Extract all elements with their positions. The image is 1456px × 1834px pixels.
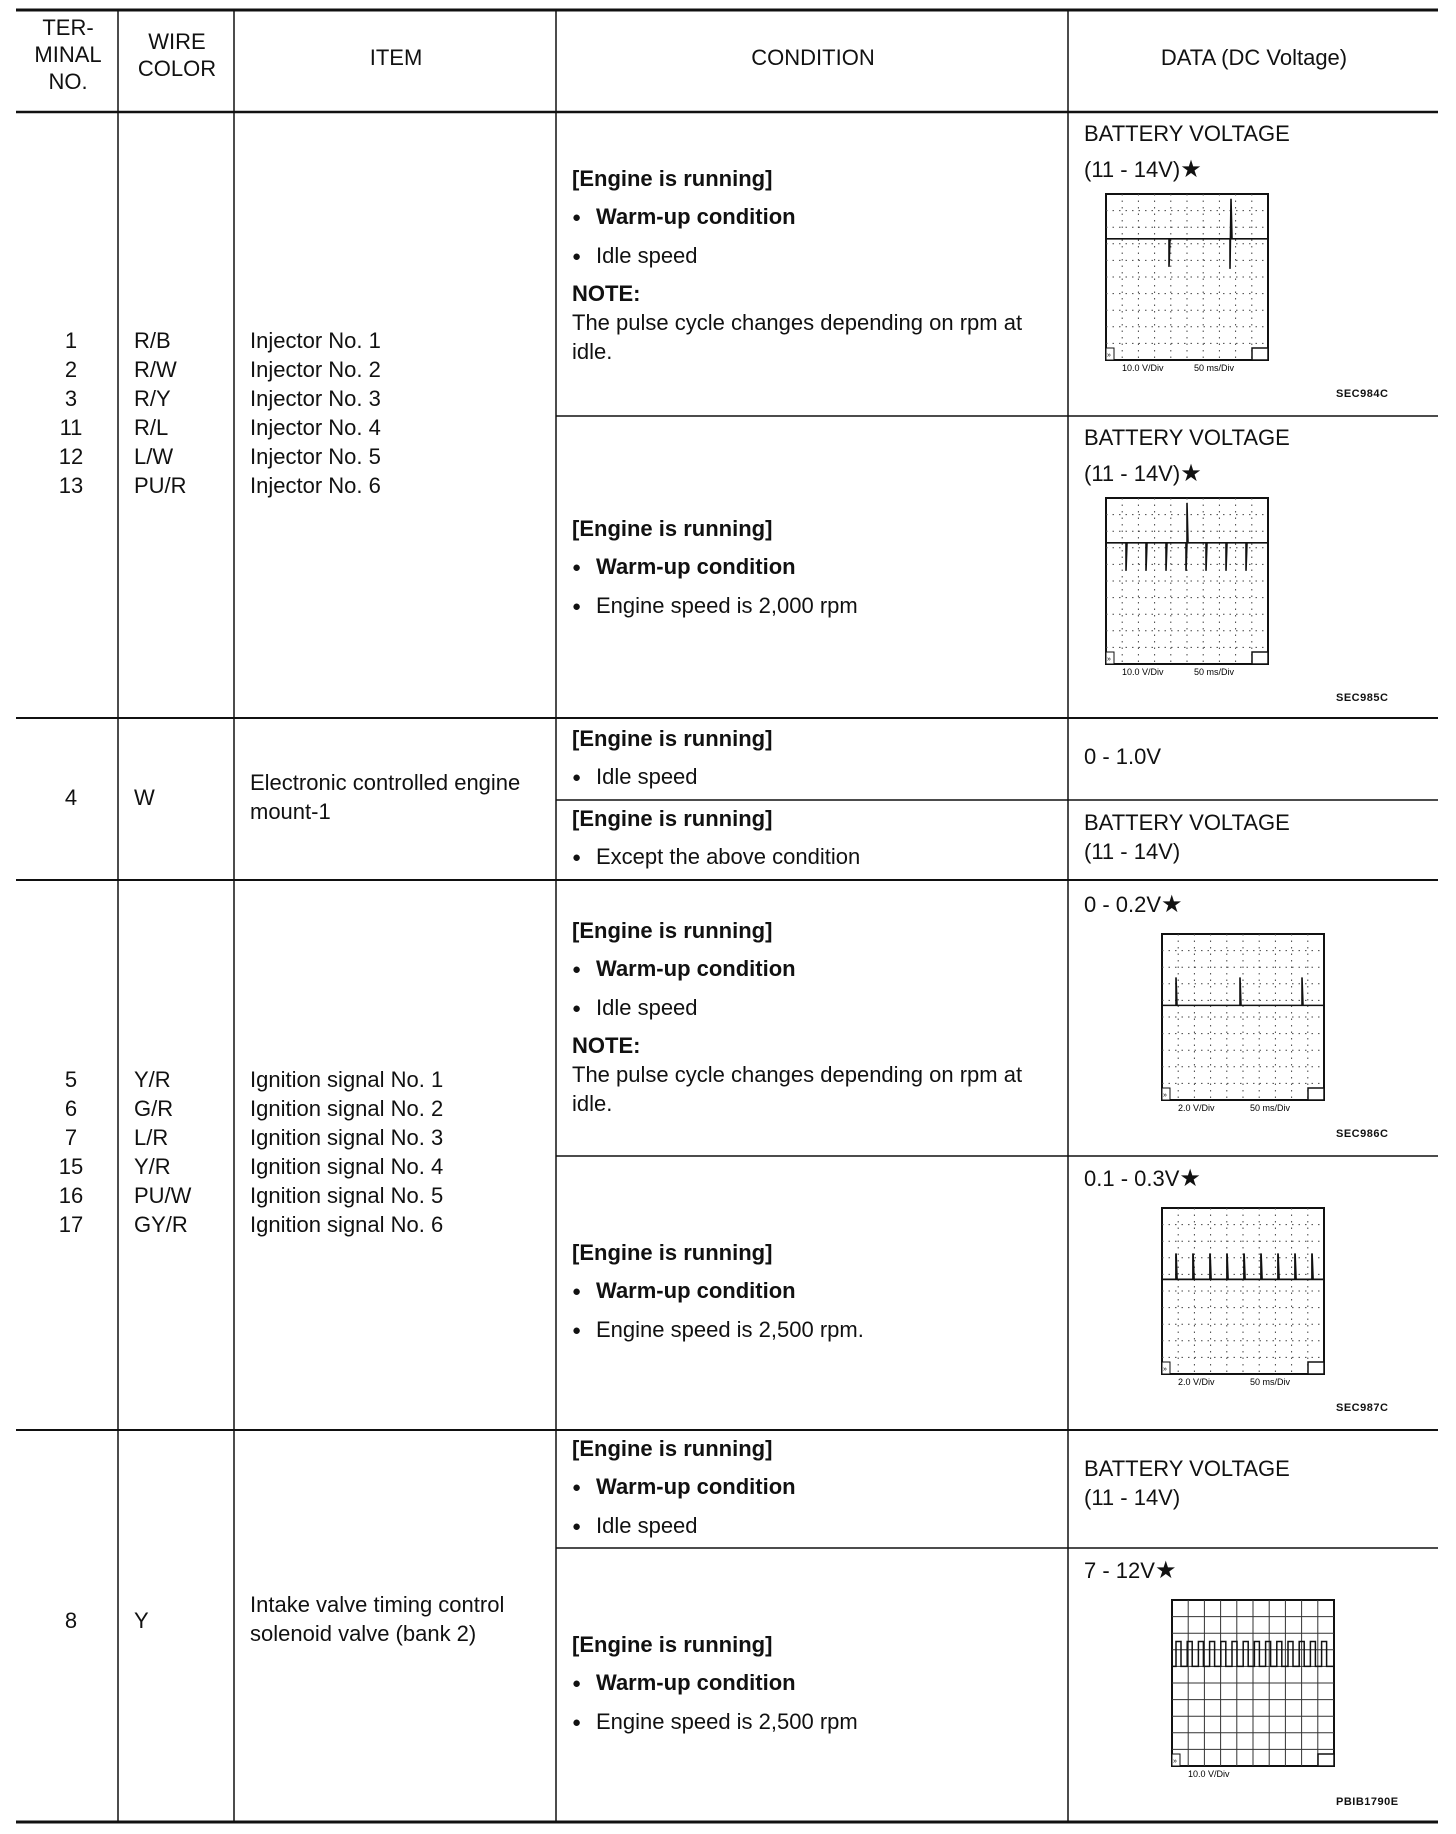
time-label: 50 ms/Div: [1194, 363, 1235, 373]
condition-title: [Engine is running]: [572, 726, 773, 751]
injector-terminals: [18, 326, 124, 500]
mount-data-other: [1084, 808, 1290, 866]
ignition-condition-2500: [572, 1234, 864, 1350]
ivtc-item: [250, 1590, 504, 1648]
scale-label: 2.0 V/Div: [1178, 1103, 1215, 1113]
ignition-data-idle: [1084, 890, 1183, 919]
terminal-number: 16: [58, 1183, 84, 1208]
wire-color: R/W: [134, 357, 177, 382]
ivtc-wire: Y: [134, 1608, 149, 1633]
condition-bullet: ● Idle speed: [572, 1507, 796, 1546]
item-name: Ignition signal No. 1: [250, 1067, 444, 1092]
wire-color: PU/R: [134, 473, 187, 498]
header-item: ITEM: [369, 45, 423, 70]
scale-label: 10.0 V/Div: [1188, 1769, 1230, 1779]
star-icon: ★: [1180, 156, 1202, 183]
item-name: Ignition signal No. 5: [250, 1183, 444, 1208]
terminal-number: 15: [58, 1154, 84, 1179]
item-name: Injector No. 4: [250, 415, 381, 440]
scale-box: [1308, 1362, 1324, 1374]
condition-bullet: ● Idle speed: [572, 758, 772, 797]
wire-color: GY/R: [134, 1212, 188, 1237]
wire-color: R/B: [134, 328, 171, 353]
time-label: 50 ms/Div: [1250, 1377, 1291, 1387]
chevron-icon: »: [1107, 352, 1111, 359]
condition-bullet: ● Warm-up condition: [572, 198, 1022, 237]
chevron-icon: »: [1173, 1758, 1177, 1765]
item-name: Injector No. 2: [250, 357, 381, 382]
ignition-2500-waveform: [1160, 1206, 1326, 1390]
note-label: NOTE:: [572, 1033, 641, 1058]
scale-label: 10.0 V/Div: [1122, 363, 1164, 373]
condition-title: [Engine is running]: [572, 918, 773, 943]
header-terminal-line: MINAL: [34, 42, 102, 67]
data-voltage-label: BATTERY VOLTAGE: [1084, 425, 1290, 450]
note-text: The pulse cycle changes depending on rpm at: [572, 1062, 1023, 1087]
data-voltage-range: 0.1 - 0.3V: [1084, 1166, 1180, 1191]
ignition-items: [250, 1065, 443, 1239]
item-name: Injector No. 6: [250, 473, 381, 498]
condition-bullet: ● Warm-up condition: [572, 1272, 864, 1311]
header-condition: CONDITION: [751, 45, 875, 70]
time-label: 50 ms/Div: [1250, 1103, 1291, 1113]
ignition-idle-waveform: [1160, 932, 1326, 1116]
item-name: Ignition signal No. 2: [250, 1096, 444, 1121]
injector-items: [250, 326, 381, 500]
ignition-data-2500: [1084, 1164, 1201, 1193]
note-text: idle.: [572, 339, 613, 364]
scale-label: 2.0 V/Div: [1178, 1377, 1215, 1387]
condition-bullet: ● Warm-up condition: [572, 548, 858, 587]
time-label: 50 ms/Div: [1194, 667, 1235, 677]
injector-condition-2000: [572, 510, 858, 626]
mount-wire: W: [134, 785, 155, 810]
mount-data-idle: 0 - 1.0V: [1084, 744, 1162, 769]
figure-code: SEC985C: [1336, 692, 1389, 704]
condition-title: [Engine is running]: [572, 1436, 773, 1461]
star-icon: ★: [1180, 460, 1202, 487]
item-name: solenoid valve (bank 2): [250, 1621, 477, 1646]
item-name: Injector No. 3: [250, 386, 381, 411]
scale-label: 10.0 V/Div: [1122, 667, 1164, 677]
condition-bullet: ● Warm-up condition: [572, 1664, 858, 1703]
terminal-number: 7: [64, 1125, 78, 1150]
chevron-icon: »: [1163, 1366, 1167, 1373]
terminal-number: 13: [58, 473, 84, 498]
injector-wires: [134, 326, 187, 500]
terminal-number: 1: [64, 328, 78, 353]
mount-terminal: 4: [64, 785, 78, 810]
terminal-number: 2: [64, 357, 78, 382]
terminal-number: 5: [64, 1067, 78, 1092]
condition-bullet: ● Idle speed: [572, 237, 1022, 276]
signal-trace: [1162, 1253, 1324, 1279]
item-name: Ignition signal No. 4: [250, 1154, 444, 1179]
star-icon: ★: [1161, 891, 1183, 918]
star-icon: ★: [1179, 1165, 1201, 1192]
scale-box: [1252, 348, 1268, 360]
ivtc-data-2500: [1084, 1556, 1176, 1585]
mount-condition-idle: [572, 720, 772, 797]
condition-bullet: ● Except the above condition: [572, 838, 860, 877]
scale-box: [1252, 652, 1268, 664]
ignition-condition-idle: [572, 912, 1022, 1118]
item-name: mount-1: [250, 799, 331, 824]
terminal-number: 3: [64, 386, 78, 411]
wire-color: Y/R: [134, 1154, 171, 1179]
item-name: Electronic controlled engine: [250, 770, 521, 795]
wire-color: PU/W: [134, 1183, 192, 1208]
item-name: Injector No. 5: [250, 444, 381, 469]
ivtc-condition-2500: [572, 1626, 858, 1742]
data-voltage-range: (11 - 14V): [1084, 461, 1181, 486]
header-data: DATA (DC Voltage): [1160, 45, 1348, 70]
figure-code: SEC986C: [1336, 1128, 1389, 1140]
note-text: The pulse cycle changes depending on rpm at: [572, 310, 1023, 335]
mount-condition-other: [572, 800, 860, 877]
chevron-icon: »: [1107, 656, 1111, 663]
injector-data-2000: [1084, 420, 1290, 492]
terminal-number: 12: [58, 444, 84, 469]
wire-color: L/W: [134, 444, 174, 469]
data-voltage-range: 0 - 0.2V: [1084, 892, 1162, 917]
figure-code: PBIB1790E: [1336, 1796, 1399, 1808]
ivtc-condition-idle: [572, 1430, 796, 1546]
ivtc-2500-waveform: [1170, 1598, 1336, 1782]
data-voltage-label: BATTERY VOLTAGE: [1084, 1456, 1290, 1481]
condition-title: [Engine is running]: [572, 516, 773, 541]
scale-box: [1318, 1754, 1334, 1766]
wire-color: Y/R: [134, 1067, 171, 1092]
signal-trace: [1106, 503, 1268, 571]
wire-color: R/L: [134, 415, 169, 440]
note-text: idle.: [572, 1091, 613, 1116]
scale-box: [1308, 1088, 1324, 1100]
header-wire-color: [120, 28, 234, 82]
data-voltage-label: BATTERY VOLTAGE: [1084, 121, 1290, 146]
terminal-number: 11: [59, 415, 83, 440]
condition-title: [Engine is running]: [572, 806, 773, 831]
condition-bullet: ● Warm-up condition: [572, 1468, 796, 1507]
header-terminal-no: [18, 14, 118, 95]
ignition-terminals: [18, 1065, 124, 1239]
ivtc-terminal: 8: [64, 1608, 78, 1633]
header-wire-line: WIRE: [148, 29, 206, 54]
header-terminal-line: TER-: [42, 15, 94, 40]
item-name: Injector No. 1: [250, 328, 381, 353]
wire-color: R/Y: [134, 386, 171, 411]
terminal-number: 6: [64, 1096, 78, 1121]
item-name: Ignition signal No. 6: [250, 1212, 444, 1237]
note-label: NOTE:: [572, 281, 641, 306]
condition-title: [Engine is running]: [572, 1240, 773, 1265]
condition-bullet: ● Warm-up condition: [572, 950, 1022, 989]
chevron-icon: »: [1163, 1092, 1167, 1099]
header-terminal-line: NO.: [48, 69, 88, 94]
condition-title: [Engine is running]: [572, 1632, 773, 1657]
injector-2000-waveform: [1104, 496, 1270, 680]
data-voltage-range: 7 - 12V: [1084, 1558, 1155, 1583]
mount-item: [250, 768, 520, 826]
ivtc-data-idle: [1084, 1454, 1290, 1512]
data-voltage-label: BATTERY VOLTAGE: [1084, 810, 1290, 835]
header-wire-line: COLOR: [137, 56, 217, 81]
condition-bullet: ● Idle speed: [572, 989, 1022, 1028]
wire-color: L/R: [134, 1125, 169, 1150]
figure-code: SEC987C: [1336, 1402, 1389, 1414]
data-voltage-range: (11 - 14V): [1084, 839, 1181, 864]
wire-color: G/R: [134, 1096, 174, 1121]
injector-condition-idle: [572, 160, 1022, 366]
item-name: Ignition signal No. 3: [250, 1125, 444, 1150]
item-name: Intake valve timing control: [250, 1592, 505, 1617]
injector-idle-waveform: [1104, 192, 1270, 376]
injector-data-idle: [1084, 116, 1290, 188]
terminal-number: 17: [58, 1212, 84, 1237]
condition-bullet: ● Engine speed is 2,500 rpm: [572, 1703, 858, 1742]
star-icon: ★: [1154, 1557, 1177, 1584]
condition-bullet: ● Engine speed is 2,500 rpm.: [572, 1311, 864, 1350]
condition-title: [Engine is running]: [572, 166, 773, 191]
data-voltage-range: (11 - 14V): [1084, 157, 1181, 182]
figure-code: SEC984C: [1336, 388, 1389, 400]
ignition-wires: [134, 1065, 191, 1239]
signal-trace: [1162, 977, 1324, 1005]
data-voltage-range: (11 - 14V): [1084, 1485, 1181, 1510]
condition-bullet: ● Engine speed is 2,000 rpm: [572, 587, 858, 626]
